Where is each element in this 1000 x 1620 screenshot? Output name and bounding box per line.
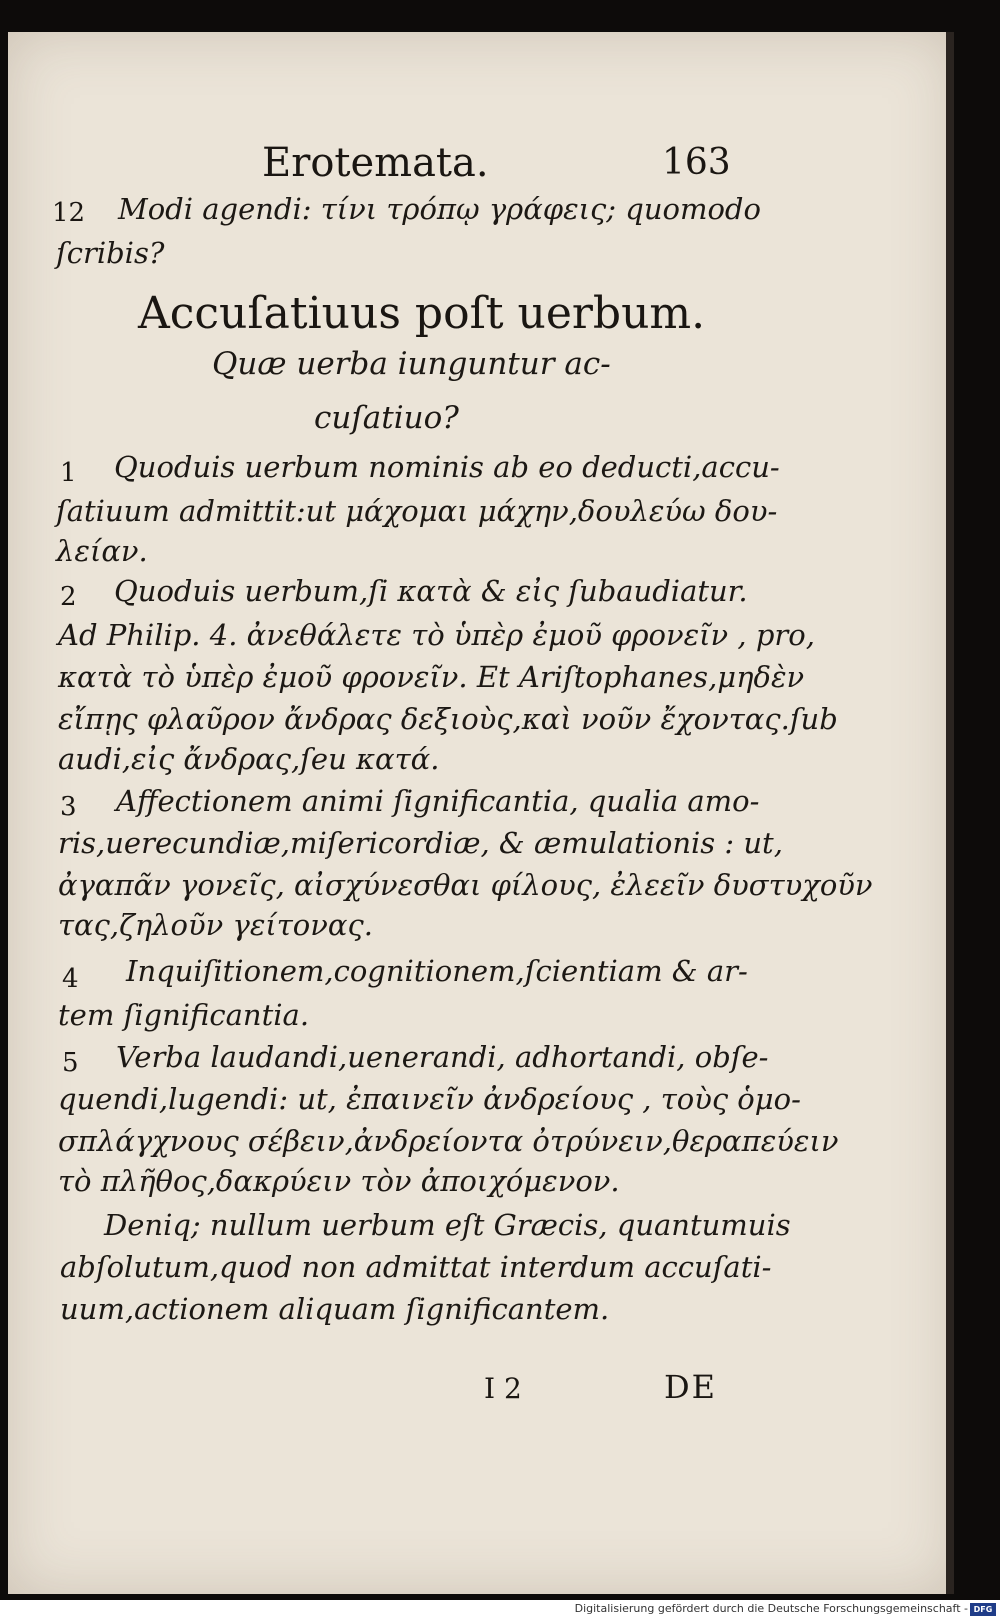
text-line: Verba laudandi,uenerandi, adhortandi, obſe- bbox=[116, 1040, 769, 1074]
item-number: 2 bbox=[60, 582, 77, 612]
text-line: audi,εἰς ἄνδρας,ſeu κατά. bbox=[58, 742, 440, 776]
text-line: tem ſignificantia. bbox=[58, 998, 310, 1032]
text-line: ſcribis? bbox=[56, 236, 165, 270]
page-edge bbox=[946, 32, 954, 1594]
text-line: κατὰ τὸ ὑπὲρ ἐμοῦ φρονεῖν. Et Ariſtophanes,μηδὲν bbox=[58, 660, 805, 694]
funding-credit: Digitalisierung gefördert durch die Deutsche Forschungsgemeinschaft - bbox=[574, 1602, 968, 1615]
section-heading: Accuſatiuus poſt uerbum. bbox=[138, 288, 706, 339]
text-line: quendi,lugendi: ut, ἐπαινεῖν ἀνδρείους , τοὺς ὁμο- bbox=[58, 1082, 801, 1116]
text-line: ris,uerecundiæ,miſericordiæ, & æmulationis : ut, bbox=[58, 826, 783, 860]
text-line: uum,actionem aliquam ſignificantem. bbox=[60, 1292, 610, 1326]
item-number: 12 bbox=[52, 198, 86, 228]
dfg-logo-icon: DFG bbox=[970, 1603, 996, 1616]
subheading-line: cuſatiuo? bbox=[314, 400, 459, 436]
text-line: Modi agendi: τίνι τρόπῳ γράφεις; quomodo bbox=[118, 192, 761, 226]
item-number: 1 bbox=[60, 458, 77, 488]
text-line: Affectionem animi ſignificantia, qualia amo- bbox=[116, 784, 760, 818]
running-head: Erotemata. bbox=[262, 140, 489, 186]
text-line: Inquiſitionem,cognitionem,ſcientiam & ar- bbox=[126, 954, 748, 988]
text-line: λείαν. bbox=[56, 534, 148, 568]
text-line: τὸ πλῆθος,δακρύειν τὸν ἀποιχόμενον. bbox=[58, 1164, 620, 1198]
item-number: 3 bbox=[60, 792, 77, 822]
text-line: εἴπῃς φλαῦρον ἄνδρας δεξιοὺς,καὶ νοῦν ἔχοντας.ſub bbox=[58, 702, 838, 736]
subheading-line: Quæ uerba iunguntur ac- bbox=[212, 346, 611, 382]
signature-mark: I 2 bbox=[484, 1372, 522, 1405]
text-line: σπλάγχνους σέβειν,ἀνδρείοντα ὀτρύνειν,θεραπεύειν bbox=[58, 1124, 839, 1158]
text-line: τας,ζηλοῦν γείτονας. bbox=[58, 908, 373, 942]
item-number: 4 bbox=[62, 964, 79, 994]
item-number: 5 bbox=[62, 1048, 79, 1078]
text-line: Quoduis uerbum nominis ab eo deducti,accu- bbox=[114, 450, 780, 484]
catchword: DE bbox=[664, 1368, 718, 1406]
text-line: Deniq; nullum uerbum eſt Græcis, quantumuis bbox=[104, 1208, 791, 1242]
page-number: 163 bbox=[662, 142, 731, 183]
text-line: ſatiuum admittit:ut μάχομαι μάχην,δουλεύω δου- bbox=[56, 494, 778, 528]
text-line: Quoduis uerbum,ſi κατὰ & εἰς ſubaudiatur. bbox=[114, 574, 748, 608]
text-line: Ad Philip. 4. ἀνεθάλετε τὸ ὑπὲρ ἐμοῦ φρονεῖν , pro, bbox=[58, 618, 815, 652]
text-line: ἀγαπᾶν γονεῖς, αἰσχύνεσθαι φίλους, ἐλεεῖν δυστυχοῦν bbox=[58, 868, 873, 902]
text-line: abſolutum,quod non admittat interdum accuſati- bbox=[60, 1250, 772, 1284]
